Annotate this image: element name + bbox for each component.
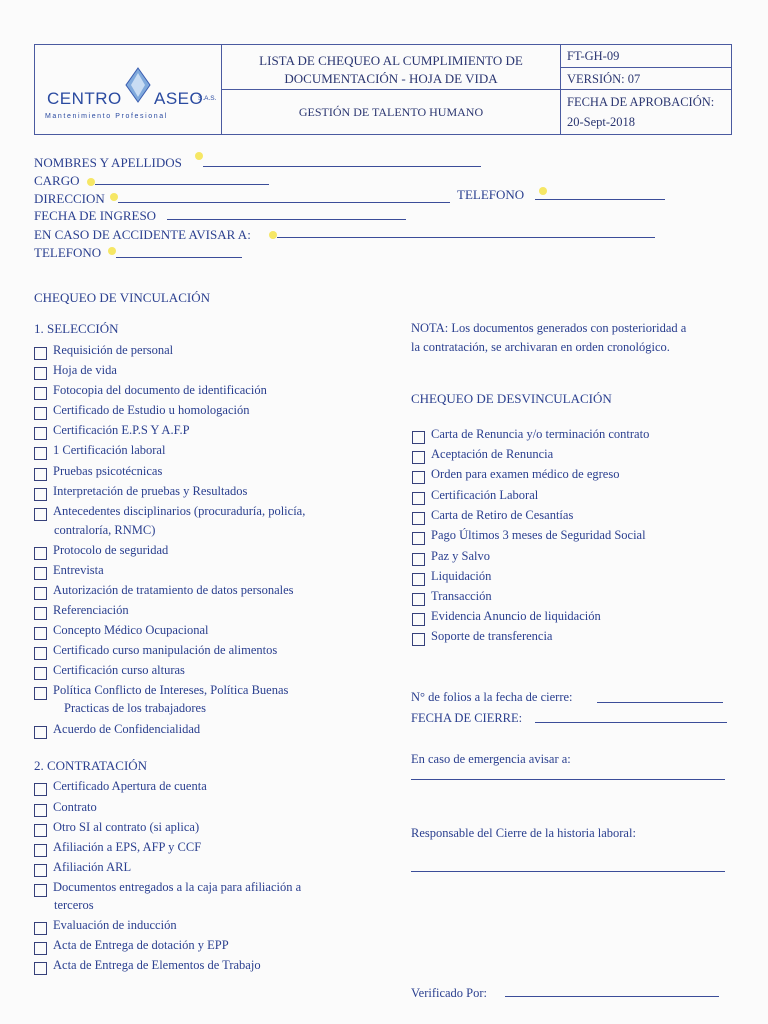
header-divider [221,89,731,90]
checklist-item-label: Otro SI al contrato (si aplica) [53,820,200,834]
nota-line1: NOTA: Los documentos generados con posterioridad a [411,321,687,335]
checklist-item-label: Afiliación ARL [53,860,132,874]
checklist-item-label: Acta de Entrega de dotación y EPP [53,938,229,952]
fecha-ingreso-label: FECHA DE INGRESO [34,208,157,223]
folios-field[interactable] [597,702,723,703]
checkbox[interactable] [34,488,47,501]
checkbox[interactable] [34,687,47,700]
checkbox[interactable] [34,942,47,955]
checkbox[interactable] [412,431,425,444]
checklist-item-label: Acuerdo de Confidencialidad [53,722,201,736]
highlight-mark [269,231,277,239]
checklist-item-label: Hoja de vida [53,363,117,377]
checkbox[interactable] [34,783,47,796]
cargo-field[interactable] [95,184,269,185]
telefono2-field[interactable] [116,257,242,258]
vinculacion-title: CHEQUEO DE VINCULACIÓN [34,290,210,305]
checklist-item-label: Fotocopia del documento de identificación [53,383,267,397]
cargo-label: CARGO [34,173,80,188]
checkbox[interactable] [412,553,425,566]
checkbox[interactable] [34,844,47,857]
checkbox[interactable] [34,547,47,560]
checklist-item-label: Pruebas psicotécnicas [53,464,163,478]
approval-date: 20-Sept-2018 [567,115,636,129]
checklist-item-label: Evidencia Anuncio de liquidación [431,609,601,623]
logo-name-left: CENTRO [47,89,122,108]
checklist-item-label: Soporte de transferencia [431,629,553,643]
diamond-logo-icon [125,67,151,103]
checkbox[interactable] [34,387,47,400]
checklist-item-label: Certificación Laboral [431,488,539,502]
checkbox[interactable] [34,427,47,440]
checklist-item-label: Aceptación de Renuncia [431,447,554,461]
department-name: GESTIÓN DE TALENTO HUMANO [298,105,484,119]
checklist-item-label: Orden para examen médico de egreso [431,467,620,481]
checkbox[interactable] [412,451,425,464]
checkbox[interactable] [34,347,47,360]
checkbox[interactable] [412,593,425,606]
checklist-item-label: Antecedentes disciplinarios (procuraduría, policía, [53,504,306,518]
form-code: FT-GH-09 [567,49,620,63]
document-title-line2: DOCUMENTACIÓN - HOJA DE VIDA [284,71,498,86]
checklist-item-label: Referenciación [53,603,129,617]
checklist-item-label: Carta de Retiro de Cesantías [431,508,574,522]
checklist-item-label: Requisición de personal [53,343,174,357]
verificado-label: Verificado Por: [411,986,488,1000]
responsable-field[interactable] [411,871,725,872]
form-version: VERSIÓN: 07 [567,72,641,86]
checklist-item-label: Certificado de Estudio u homologación [53,403,250,417]
checklist-item-label: Paz y Salvo [431,549,491,563]
highlight-mark [108,247,116,255]
document-header [34,44,732,135]
approval-date-label: FECHA DE APROBACIÓN: [567,95,715,109]
logo-tagline: Mantenimiento Profesional [45,113,168,120]
fecha-ingreso-field[interactable] [167,219,406,220]
telefono-label: TELEFONO [457,187,525,202]
desvinculacion-title: CHEQUEO DE DESVINCULACIÓN [411,391,612,406]
checkbox[interactable] [34,726,47,739]
checklist-item-continuation: terceros [54,898,94,912]
checklist-item-label: Evaluación de inducción [53,918,177,932]
checkbox[interactable] [412,492,425,505]
checkbox[interactable] [34,647,47,660]
responsable-label: Responsable del Cierre de la historia laboral: [411,826,636,840]
checklist-item-label: Autorización de tratamiento de datos personales [53,583,294,597]
checklist-item-label: Certificación E.P.S Y A.F.P [53,423,190,437]
header-divider [560,67,731,68]
verificado-field[interactable] [505,996,719,997]
document-title-line1: LISTA DE CHEQUEO AL CUMPLIMIENTO DE [259,53,523,68]
nombres-field[interactable] [203,166,481,167]
checkbox[interactable] [34,468,47,481]
checklist-item-label: Pago Últimos 3 meses de Seguridad Social [431,528,646,542]
folios-label: N° de folios a la fecha de cierre: [411,690,573,704]
highlight-mark [110,193,118,201]
checklist-item-label: Certificado curso manipulación de alimentos [53,643,278,657]
telefono2-label: TELEFONO [34,245,102,260]
checkbox[interactable] [34,922,47,935]
accidente-label: EN CASO DE ACCIDENTE AVISAR A: [34,227,251,242]
checklist-item-label: Interpretación de pruebas y Resultados [53,484,248,498]
highlight-mark [195,152,203,160]
checklist-item-label: Carta de Renuncia y/o terminación contrato [431,427,650,441]
checkbox[interactable] [34,804,47,817]
checkbox[interactable] [412,633,425,646]
checkbox[interactable] [412,532,425,545]
direccion-field[interactable] [118,202,450,203]
checklist-item-label: Acta de Entrega de Elementos de Trabajo [53,958,261,972]
checkbox[interactable] [34,667,47,680]
contratacion-title: 2. CONTRATACIÓN [34,758,148,773]
checklist-item-label: Protocolo de seguridad [53,543,169,557]
checklist-item-label: 1 Certificación laboral [53,443,166,457]
seleccion-title: 1. SELECCIÓN [34,321,119,336]
emergencia-field[interactable] [411,779,725,780]
checkbox[interactable] [34,367,47,380]
logo-suffix: S.A.S. [198,95,217,102]
telefono-field[interactable] [535,199,665,200]
checkbox[interactable] [34,607,47,620]
accidente-field[interactable] [277,237,655,238]
checkbox[interactable] [34,627,47,640]
checklist-item-label: Transacción [431,589,492,603]
checklist-item-label: Afiliación a EPS, AFP y CCF [53,840,202,854]
checklist-item-label: Concepto Médico Ocupacional [53,623,209,637]
checkbox[interactable] [412,573,425,586]
nombres-label: NOMBRES Y APELLIDOS [34,155,182,170]
checklist-item-label: Liquidación [431,569,492,583]
nota-line2: la contratación, se archivaran en orden cronológico. [411,340,670,354]
checkbox[interactable] [412,512,425,525]
checkbox[interactable] [412,471,425,484]
checkbox[interactable] [34,508,47,521]
checkbox[interactable] [412,613,425,626]
checkbox[interactable] [34,407,47,420]
checkbox[interactable] [34,567,47,580]
checkbox[interactable] [34,864,47,877]
highlight-mark [539,187,547,195]
logo-name-right: ASEO [154,89,204,108]
checklist-item-continuation: contraloría, RNMC) [54,523,156,537]
highlight-mark [87,178,95,186]
checklist-item-label: Documentos entregados a la caja para afiliación a [53,880,302,894]
checklist-item-label: Certificación curso alturas [53,663,185,677]
checklist-item-label: Certificado Apertura de cuenta [53,779,207,793]
checklist-item-label: Política Conflicto de Intereses, Política Buenas [53,683,289,697]
checklist-item-continuation: Practicas de los trabajadores [64,701,206,715]
checkbox[interactable] [34,884,47,897]
checklist-item-label: Entrevista [53,563,104,577]
emergencia-label: En caso de emergencia avisar a: [411,752,571,766]
fecha-cierre-field[interactable] [535,722,727,723]
checkbox[interactable] [34,447,47,460]
fecha-cierre-label: FECHA DE CIERRE: [411,711,523,725]
checklist-item-label: Contrato [53,800,97,814]
checkbox[interactable] [34,824,47,837]
direccion-label: DIRECCION [34,191,105,206]
checkbox[interactable] [34,962,47,975]
checkbox[interactable] [34,587,47,600]
